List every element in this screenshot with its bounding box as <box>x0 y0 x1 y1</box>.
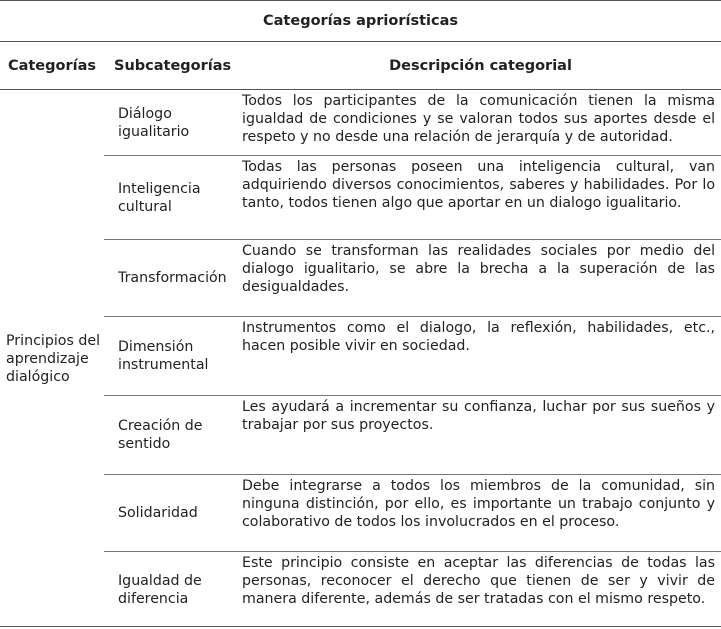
subcategory-cell: Diálogo igualitario <box>104 90 240 156</box>
table-row <box>0 90 721 156</box>
subcategory-cell: Solidaridad <box>104 475 240 552</box>
description-cell: Les ayudará a incrementar su confianza, luchar por sus sueños y trabajar por sus proyectos. <box>240 396 721 475</box>
subcategory-cell: Creación de sentido <box>104 396 240 475</box>
table-header-row <box>0 42 721 90</box>
header-descripcion: Descripción categorial <box>240 42 721 90</box>
description-cell: Todos los participantes de la comunicación tienen la misma igualdad de condiciones y se valoran todos sus aportes desde el respeto y no desde una relación de jerarquía y de autoridad. <box>240 90 721 156</box>
table-row <box>0 240 721 317</box>
category-cell: Principios del aprendizaje dialógico <box>6 333 101 386</box>
description-cell: Cuando se transforman las realidades sociales por medio del dialogo igualitario, se abre la brecha a la superación de las desigualdades. <box>240 240 721 317</box>
header-subcategorias: Subcategorías <box>104 42 240 90</box>
table-row <box>0 156 721 240</box>
subcategory-cell: Dimensión instrumental <box>104 317 240 396</box>
description-cell: Todas las personas poseen una inteligencia cultural, van adquiriendo diversos conocimientos, saberes y habilidades. Por lo tanto, todos tienen algo que aportar en un dialogo igualitario. <box>240 156 721 240</box>
subcategory-cell: Transformación <box>104 240 240 317</box>
description-cell: Instrumentos como el dialogo, la reflexión, habilidades, etc., hacen posible vivir en sociedad. <box>240 317 721 396</box>
table-row <box>0 475 721 552</box>
description-cell: Este principio consiste en aceptar las diferencias de todas las personas, reconocer el derecho que tienen de ser y vivir de manera diferente, además de ser tratadas con el mismo respeto. <box>242 555 716 607</box>
table-row <box>0 552 721 629</box>
subcategory-cell: Igualdad de diferencia <box>118 573 202 608</box>
table-title: Categorías apriorísticas <box>0 1 721 42</box>
description-cell: Debe integrarse a todos los miembros de la comunidad, sin ninguna distinción, por ello, es importante un trabajo conjunto y colaborativo de todos los involucrados en el proceso. <box>240 475 721 552</box>
table-title-row <box>0 1 721 42</box>
table-row <box>0 317 721 396</box>
subcategory-cell: Inteligencia cultural <box>104 156 240 240</box>
header-categorias: Categorías <box>0 42 104 90</box>
table-bottom-rule <box>0 626 721 627</box>
table-row <box>0 396 721 475</box>
